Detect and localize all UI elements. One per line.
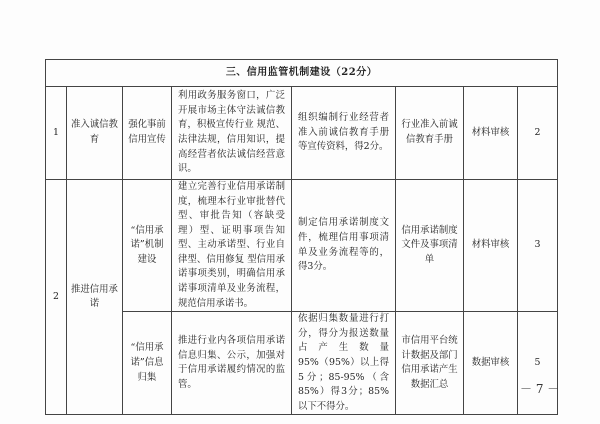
table-row xyxy=(46,87,558,180)
standard-cell: 制定信用承诺制度文件，梳理信用事项清单及业务流程等的，得3分。 xyxy=(292,180,396,312)
table-row xyxy=(46,312,558,415)
content-cell: 利用政务服务窗口，广泛开展市场主体守法诚信教育，积极宣传行业 规范、法律法规，信用知识，提高经营者依法诚信经营意识。 xyxy=(172,87,292,180)
method-cell: 材料审核 xyxy=(464,180,518,312)
material-cell: 市信用平台统计数据及部门信用承诺产生数据汇总 xyxy=(396,312,464,415)
material-cell: 信用承诺制度文件及事项清单 xyxy=(396,180,464,312)
row-number: 1 xyxy=(46,87,67,180)
standard-cell: 组织编制行业经营者准入前诚信教育手册等宣传资料，得2分。 xyxy=(292,87,396,180)
score-cell: 2 xyxy=(518,87,558,180)
material-cell: 行业准入前诚信教育手册 xyxy=(396,87,464,180)
item-cell: “信用承诺”机制建设 xyxy=(123,180,172,312)
item-cell: “信用承诺”信息归集 xyxy=(123,312,172,415)
item-cell: 强化事前信用宣传 xyxy=(123,87,172,180)
page-number: － 7 － xyxy=(520,382,560,396)
score-cell: 5 xyxy=(518,312,558,415)
section-title: 三、信用监管机制建设（22分） xyxy=(46,60,558,87)
method-cell: 材料审核 xyxy=(464,87,518,180)
row-number: 2 xyxy=(46,180,67,415)
content-cell: 建立完善行业信用承诺制度，梳理本行业审批替代型、审批告知（容缺受理）型、证明事项告知型、主动承诺型、行业自律型、信用修复 型信用承诺事项类别，明确信用承诺事项清单及业务流程，规范信用承诺书。 xyxy=(172,180,292,312)
content-cell: 推进行业内各项信用承诺信息归集、公示，加强对于信用承诺履约情况的监管。 xyxy=(172,312,292,415)
category-cell: 推进信用承诺 xyxy=(67,180,123,415)
section-header-row xyxy=(46,60,558,87)
standard-cell: 依据归集数量进行打分，得分为报送数量占产生数量95%（95%）以上得5分；85-95%（含85%）得3分；85%以下不得分。 xyxy=(292,312,396,415)
category-cell: 准入诚信教育 xyxy=(67,87,123,180)
evaluation-table xyxy=(45,59,558,415)
method-cell: 数据审核 xyxy=(464,312,518,415)
score-cell: 3 xyxy=(518,180,558,312)
table-row xyxy=(46,180,558,312)
